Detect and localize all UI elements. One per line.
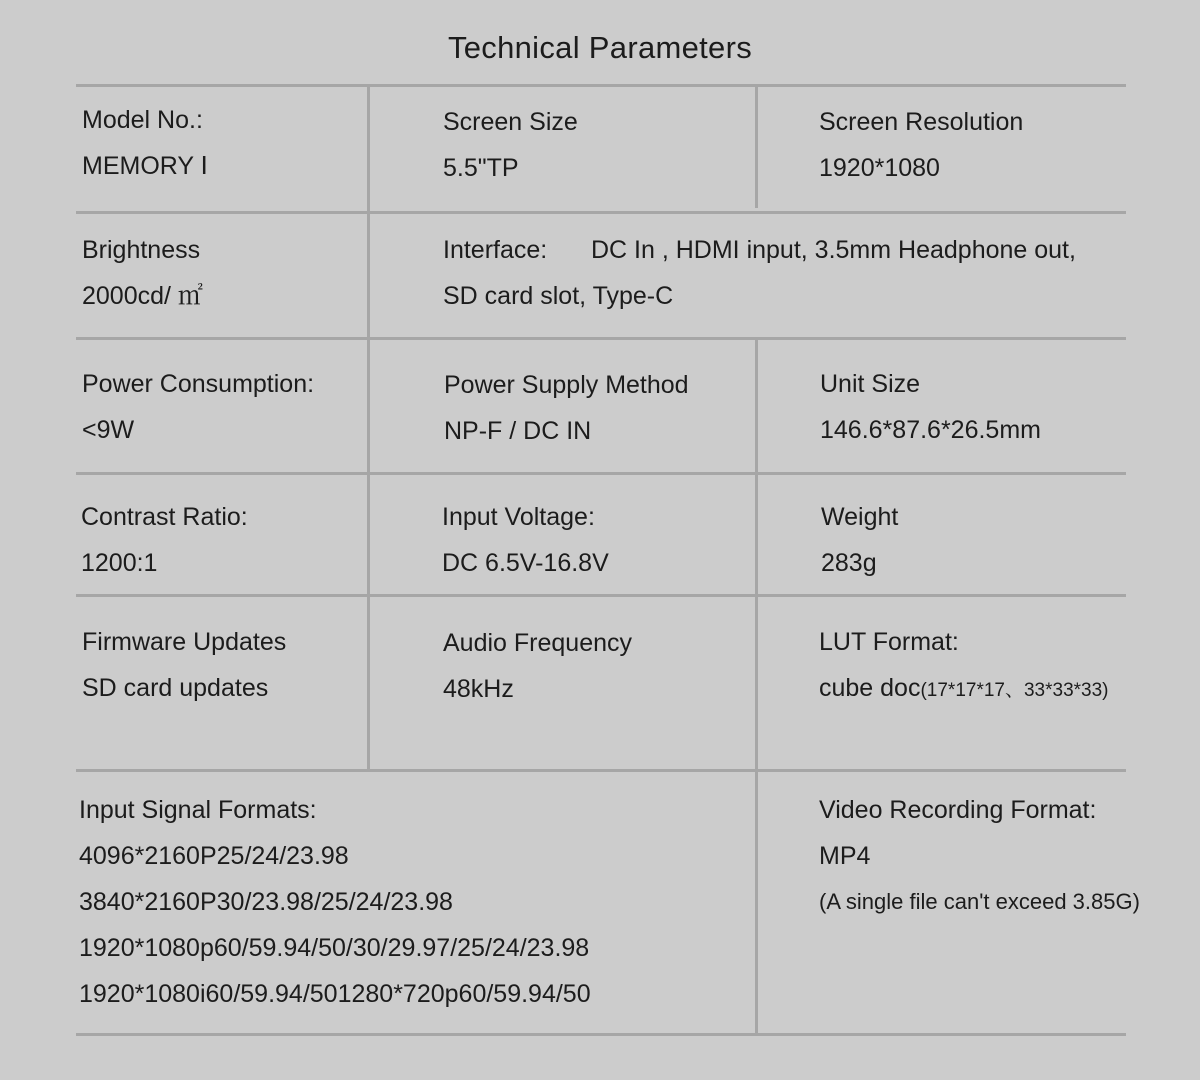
video-recording-format-label: Video Recording Format: bbox=[819, 796, 1097, 824]
screen-resolution-cell bbox=[819, 99, 1023, 191]
weight-cell bbox=[821, 494, 898, 586]
model-number-label: Model No.: bbox=[82, 106, 203, 134]
page-title: Technical Parameters bbox=[447, 30, 753, 65]
power-consumption-cell bbox=[82, 361, 314, 453]
contrast-ratio-value: 1200:1 bbox=[81, 549, 158, 577]
input-voltage-label: Input Voltage: bbox=[442, 503, 595, 531]
table-rule-row-5 bbox=[76, 769, 1126, 772]
video-recording-format-value: MP4 bbox=[819, 842, 871, 870]
unit-size-cell bbox=[820, 361, 1041, 453]
input-signal-format-item: 4096*2160P25/24/23.98 bbox=[79, 842, 349, 870]
input-signal-formats-cell bbox=[79, 787, 591, 1017]
table-rule-row-4 bbox=[76, 594, 1126, 597]
interface-line-1 bbox=[443, 227, 1076, 273]
input-signal-format-item: 1920*1080p60/59.94/50/30/29.97/25/24/23.98 bbox=[79, 934, 590, 962]
input-voltage-cell bbox=[442, 494, 609, 586]
column-divider-2-rows-3-6 bbox=[755, 339, 758, 1035]
screen-size-value: 5.5"TP bbox=[443, 154, 519, 182]
audio-frequency-label: Audio Frequency bbox=[443, 629, 633, 657]
interface-cell bbox=[443, 227, 1076, 319]
lut-format-value-line bbox=[819, 665, 1109, 714]
audio-frequency-cell bbox=[443, 620, 632, 712]
input-signal-format-item: 1920*1080i60/59.94/501280*720p60/59.94/50 bbox=[79, 980, 591, 1008]
lut-format-detail: (17*17*17、33*33*33) bbox=[920, 680, 1109, 701]
input-signal-format-item: 3840*2160P30/23.98/25/24/23.98 bbox=[79, 888, 453, 916]
screen-size-cell bbox=[443, 99, 578, 191]
table-rule-row-3 bbox=[76, 472, 1126, 475]
lut-format-value: cube doc bbox=[819, 674, 921, 702]
firmware-updates-cell bbox=[82, 619, 286, 711]
column-divider-2-row-1 bbox=[755, 86, 758, 208]
input-voltage-value: DC 6.5V-16.8V bbox=[442, 549, 609, 577]
table-rule-top bbox=[76, 84, 1126, 87]
video-recording-format-cell bbox=[819, 787, 1140, 925]
weight-label: Weight bbox=[821, 503, 899, 531]
power-consumption-value: <9W bbox=[82, 416, 135, 444]
power-consumption-label: Power Consumption: bbox=[82, 370, 315, 398]
interface-label: Interface: bbox=[443, 236, 548, 264]
power-supply-label: Power Supply Method bbox=[444, 371, 689, 399]
brightness-label: Brightness bbox=[82, 236, 201, 264]
table-rule-row-2 bbox=[76, 337, 1126, 340]
firmware-updates-label: Firmware Updates bbox=[82, 628, 287, 656]
power-supply-cell bbox=[444, 362, 689, 454]
video-recording-format-note: (A single file can't exceed 3.85G) bbox=[819, 889, 1140, 914]
screen-resolution-value: 1920*1080 bbox=[819, 154, 940, 182]
model-number-value: MEMORY Ⅰ bbox=[82, 152, 208, 180]
weight-value: 283g bbox=[821, 549, 877, 577]
table-rule-row-1 bbox=[76, 211, 1126, 214]
contrast-ratio-label: Contrast Ratio: bbox=[81, 503, 248, 531]
firmware-updates-value: SD card updates bbox=[82, 674, 269, 702]
input-signal-formats-label: Input Signal Formats: bbox=[79, 796, 317, 824]
unit-size-value: 146.6*87.6*26.5mm bbox=[820, 416, 1041, 444]
brightness-value: 2000cd/ ㎡ bbox=[82, 282, 203, 310]
brightness-cell bbox=[82, 227, 203, 319]
unit-size-label: Unit Size bbox=[820, 370, 921, 398]
column-divider-1 bbox=[367, 86, 370, 771]
power-supply-value: NP-F / DC IN bbox=[444, 417, 592, 445]
model-number-cell bbox=[82, 97, 208, 189]
interface-value-line-1: DC In , HDMI input, 3.5mm Headphone out, bbox=[591, 236, 1076, 264]
table-rule-bottom bbox=[76, 1033, 1126, 1036]
lut-format-label: LUT Format: bbox=[819, 628, 959, 656]
screen-size-label: Screen Size bbox=[443, 108, 578, 136]
screen-resolution-label: Screen Resolution bbox=[819, 108, 1024, 136]
lut-format-cell bbox=[819, 619, 1109, 714]
contrast-ratio-cell bbox=[81, 494, 248, 586]
interface-value-line-2: SD card slot, Type-C bbox=[443, 282, 674, 310]
audio-frequency-value: 48kHz bbox=[443, 675, 514, 703]
